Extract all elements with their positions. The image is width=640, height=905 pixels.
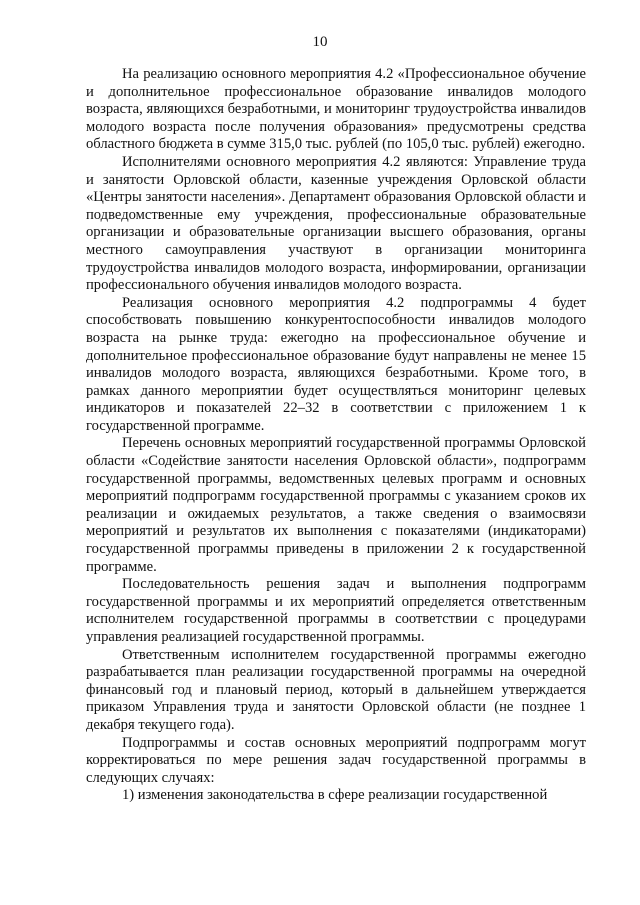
paragraph-funding: На реализацию основного мероприятия 4.2 «Профессиональное обучение и дополнительное профессиональное образование инвалидов молодого возраста, являющихся безработными, и мониторинг трудоустройства инвалидов молодого возраста после получения образования» предусмотрены средства областного бюджета в сумме 315,0 тыс. рублей (по 105,0 тыс. рублей) ежегодно. (86, 66, 586, 153)
page-number: 10 (312, 34, 328, 50)
document-body (86, 66, 586, 805)
paragraph-measures-list: Перечень основных мероприятий государственной программы Орловской области «Содействие занятости населения Орловской области», подпрограмм государственной программы, ведомственных целевых программ и основных мероприятий подпрограмм государственной программы с указанием сроков их реализации и ожидаемых результатов, а также сведения о взаимосвязи мероприятий и результатов их выполнения с показателями (индикаторами) государственной программы приведены в приложении 2 к государственной программе. (86, 435, 586, 575)
list-item-1: 1) изменения законодательства в сфере реализации государственной (122, 787, 548, 804)
paragraph-sequence: Последовательность решения задач и выполнения подпрограмм государственной программы и их мероприятий определяется ответственным исполнителем государственной программы в соответствии с процедурами управления реализацией государственной программы. (86, 576, 586, 645)
paragraph-adjustment: Подпрограммы и состав основных мероприятий подпрограмм могут корректироваться по мере решения задач государственной программы в следующих случаях: (86, 734, 586, 786)
paragraph-annual-plan: Ответственным исполнителем государственной программы ежегодно разрабатывается план реализации государственной программы на очередной финансовый год и плановый период, который в дальнейшем утверждается приказом Управления труда и занятости Орловской области (не позднее 1 декабря текущего года). (86, 646, 586, 733)
paragraph-implementation: Реализация основного мероприятия 4.2 подпрограммы 4 будет способствовать повышению конкурентоспособности инвалидов молодого возраста на рынке труда: ежегодно на профессиональное обучение и дополнительное профессиональное образование будут направлены не менее 15 инвалидов молодого возраста, являющихся безработными. Кроме того, в рамках данного мероприятии будет осуществляться мониторинг целевых индикаторов и показателей 22–32 в соответствии с приложением 1 к государственной программе. (86, 294, 586, 434)
paragraph-executors: Исполнителями основного мероприятия 4.2 являются: Управление труда и занятости Орловской области, казенные учреждения Орловской области «Центры занятости населения». Департамент образования Орловской области и подведомственные ему учреждения, профессиональные образовательные организации и образовательные организации высшего образования, органы местного самоуправления участвуют в организации мониторинга трудоустройства инвалидов молодого возраста, информировании, организации профессионального обучения инвалидов молодого возраста. (86, 153, 586, 294)
